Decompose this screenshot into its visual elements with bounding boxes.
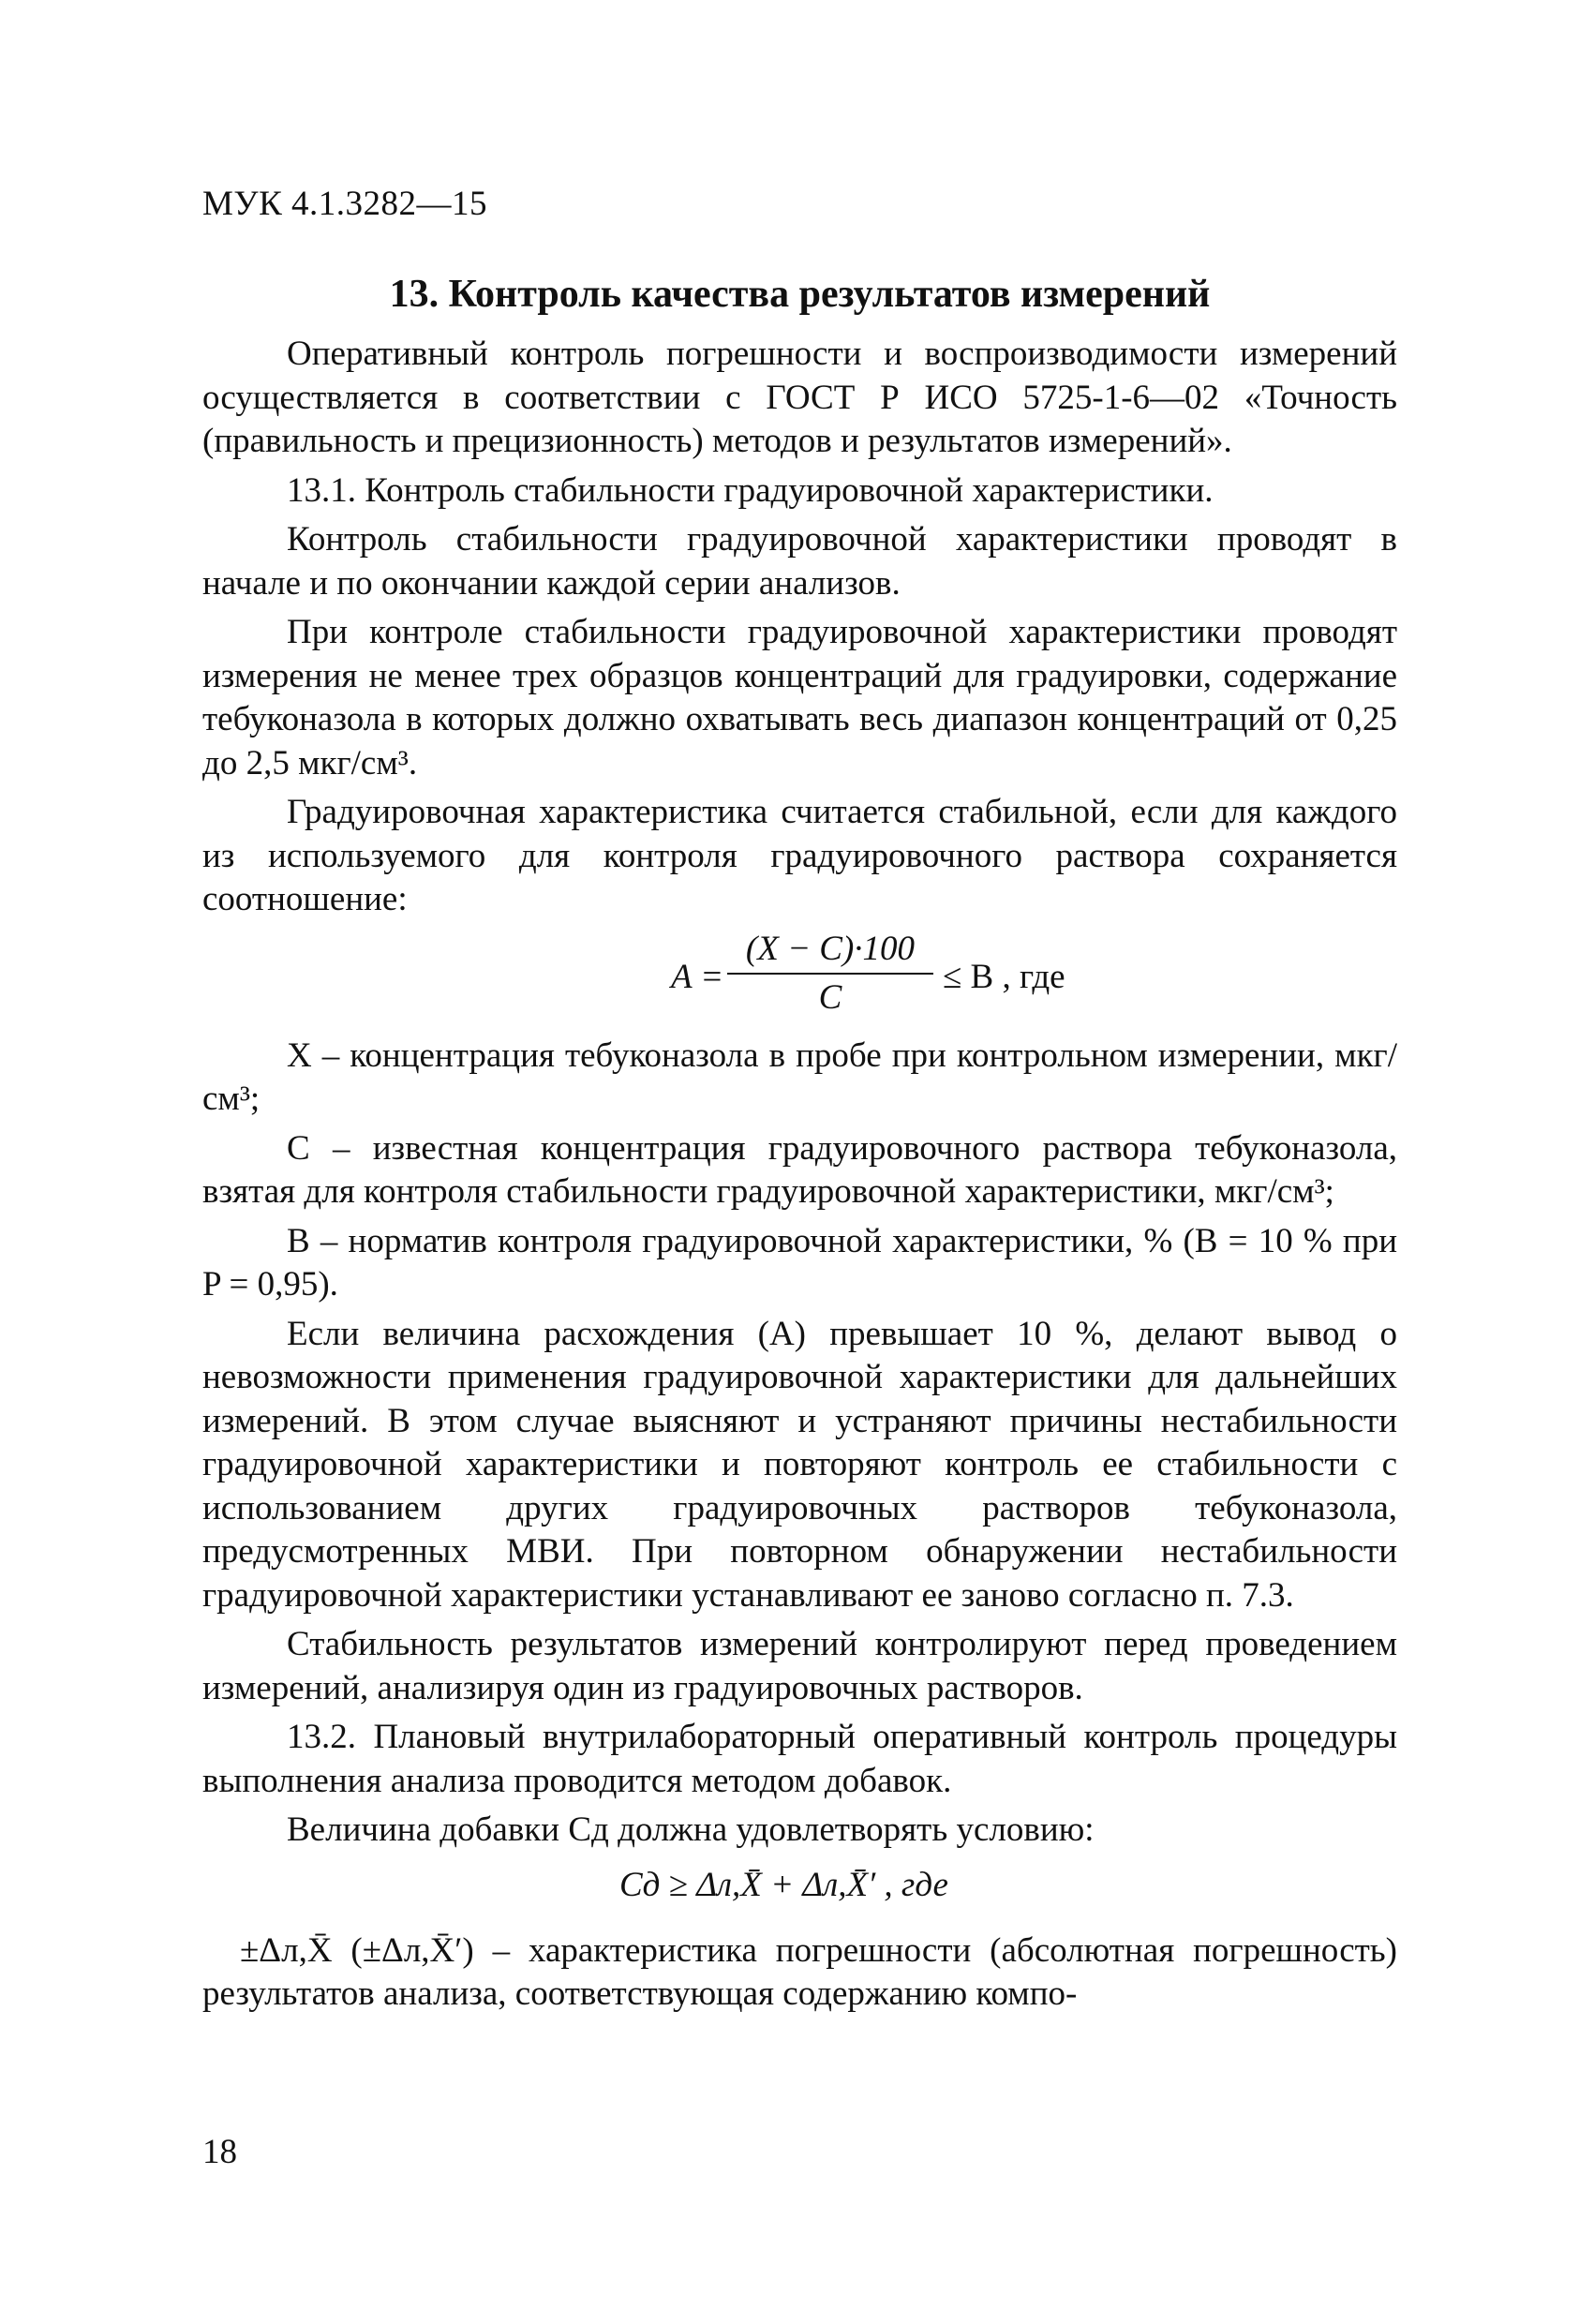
document-code: МУК 4.1.3282—15	[202, 185, 488, 223]
paragraph-control-range: При контроле стабильности градуировочной характеристики проводят измерения не менее трех образцов концентраций для градуировки, содержание тебуконазола в которых должно охватывать весь диапазон концентраций от 0,25 до 2,5 мкг/см³.	[202, 613, 1397, 782]
formula-numerator: (X − C)·100	[727, 928, 933, 976]
section-title: 13. Контроль качества результатов измерений	[389, 273, 1211, 316]
paragraph-error-characteristic: ±Δл,X̄ (±Δл,X̄′) – характеристика погрешности (абсолютная погрешность) результатов анализа, соответствующая содержанию компо-	[202, 1930, 1397, 2013]
formula-lhs: A =	[671, 957, 724, 996]
formula-rhs: ≤ B , где	[943, 957, 1065, 996]
definition-x: X – концентрация тебуконазола в пробе при контрольном измерении, мкг/см³;	[202, 1035, 1397, 1118]
paragraph-stability-criterion: Градуировочная характеристика считается стабильной, если для каждого из используемого для контроля градуировочного раствора сохраняется соотношение:	[202, 793, 1397, 918]
formula-deviation	[202, 928, 1397, 1029]
formula-addition	[202, 1858, 1397, 1920]
formula-addition-expression: Cд ≥ Δл,X̄ + Δл,X̄′ , где	[619, 1865, 948, 1904]
formula-fraction	[727, 928, 933, 1020]
paragraph-intro: Оперативный контроль погрешности и воспроизводимости измерений осуществляется в соответствии с ГОСТ Р ИСО 5725-1-6—02 «Точность (правильность и прецизионность) методов и результатов измерений».	[202, 335, 1397, 460]
paragraph-control-schedule: Контроль стабильности градуировочной характеристики проводят в начале и по окончании каждой серии анализов.	[202, 520, 1397, 603]
definition-b: B – норматив контроля градуировочной характеристики, % (B = 10 % при P = 0,95).	[202, 1221, 1397, 1304]
formula-denominator: C	[818, 978, 842, 1017]
definition-c: C – известная концентрация градуировочного раствора тебуконазола, взятая для контроля стабильности градуировочной характеристики, мкг/см³;	[202, 1128, 1397, 1211]
paragraph-addition-condition: Величина добавки Cд должна удовлетворять условию:	[287, 1810, 1095, 1849]
body-text	[202, 333, 1397, 2022]
paragraph-13-1: 13.1. Контроль стабильности градуировочной характеристики.	[287, 470, 1214, 510]
paragraph-measurement-stability: Стабильность результатов измерений контролируют перед проведением измерений, анализируя один из градуировочных растворов.	[202, 1625, 1397, 1707]
page-number: 18	[202, 2133, 237, 2171]
paragraph-instability: Если величина расхождения (A) превышает 10 %, делают вывод о невозможности применения градуировочной характеристики для дальнейших измерений. В этом случае выясняют и устраняют причины нестабильности градуировочной характеристики и повторяют контроль ее стабильности с использованием других градуировочных растворов тебуконазола, предусмотренных МВИ. При повторном обнаружении нестабильности градуировочной характеристики устанавливают ее заново согласно п. 7.3.	[202, 1314, 1397, 1615]
paragraph-13-2: 13.2. Плановый внутрилабораторный оперативный контроль процедуры выполнения анализа проводится методом добавок.	[202, 1718, 1397, 1800]
